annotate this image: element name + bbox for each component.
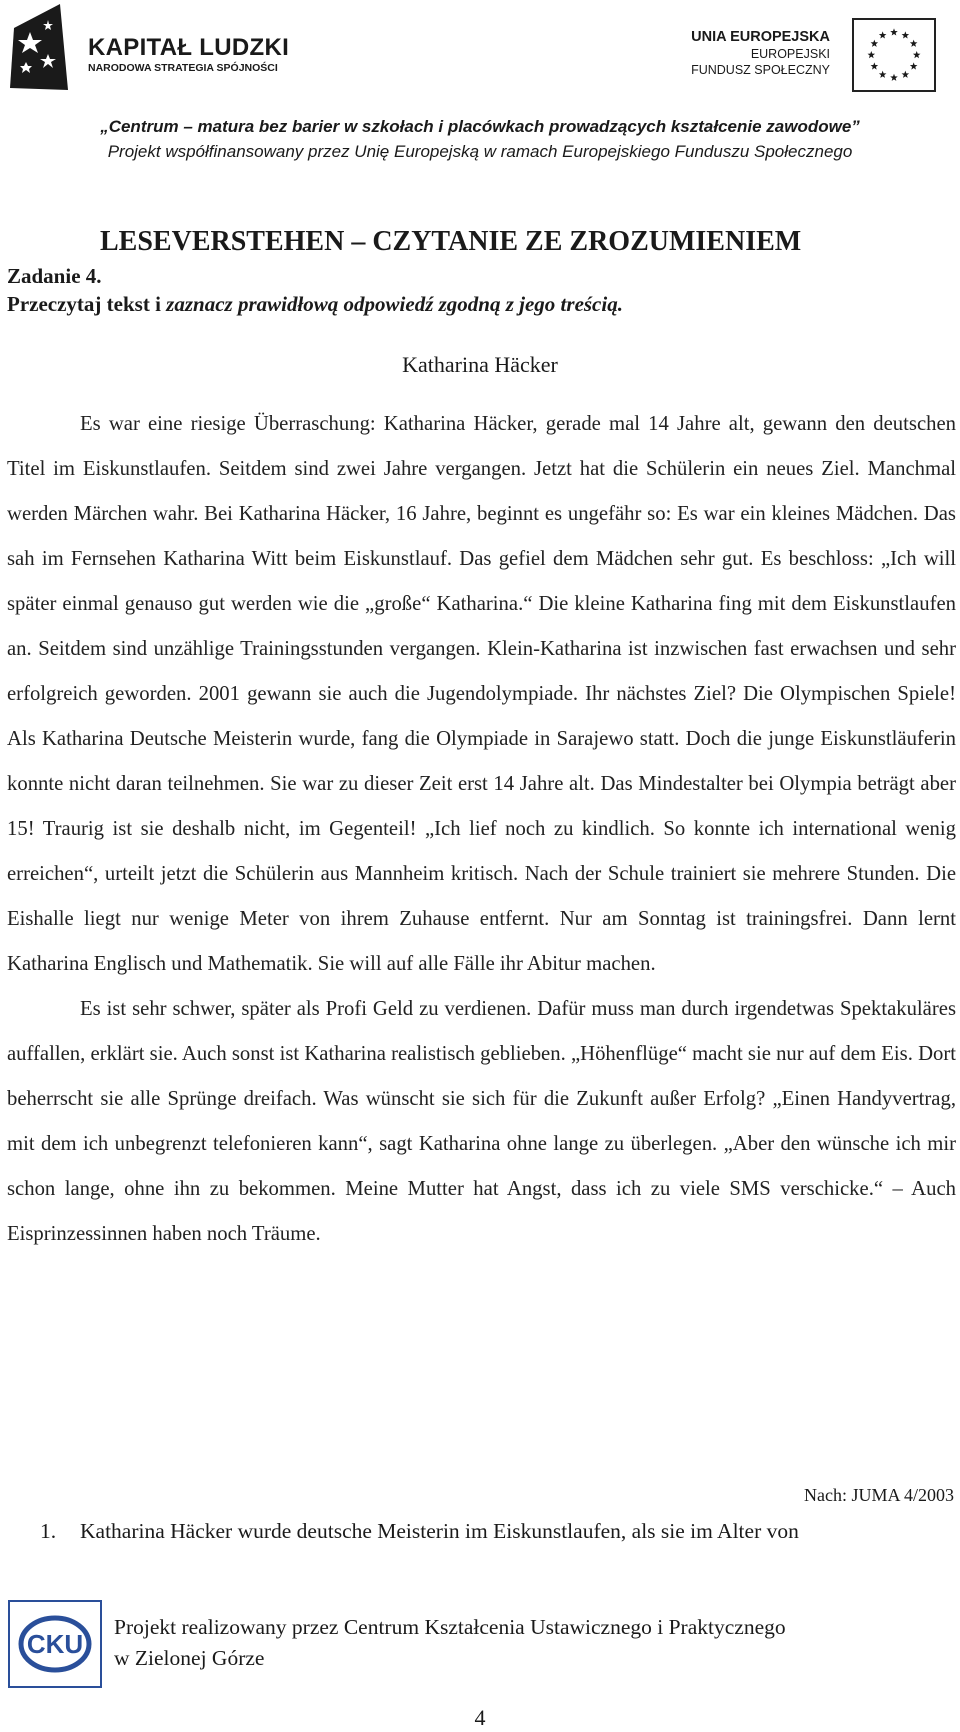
article-title: Katharina Häcker bbox=[402, 352, 558, 377]
footer-text bbox=[114, 1612, 786, 1674]
section-heading: LESEVERSTEHEN – CZYTANIE ZE ZROZUMIENIEM bbox=[100, 226, 802, 257]
instruction-part1: Przeczytaj tekst i bbox=[7, 292, 167, 316]
eu-star-icon bbox=[902, 71, 910, 78]
eu-star-icon bbox=[871, 62, 879, 69]
cku-logo-icon bbox=[8, 1600, 102, 1688]
eu-star-icon bbox=[879, 31, 887, 38]
task-instruction bbox=[7, 292, 623, 317]
kapital-ludzki-logo bbox=[8, 2, 298, 94]
eu-star-icon bbox=[890, 74, 898, 81]
question-text: Katharina Häcker wurde deutsche Meisterin im Eiskunstlaufen, als sie im Alter von bbox=[80, 1519, 799, 1543]
eu-star-icon bbox=[868, 51, 876, 58]
footer-line1: Projekt realizowany przez Centrum Kształcenia Ustawicznego i Praktycznego bbox=[114, 1615, 786, 1639]
eu-logo-line1: UNIA EUROPEJSKA bbox=[691, 29, 830, 45]
project-subtitle: Projekt współfinansowany przez Unię Europejską w ramach Europejskiego Funduszu Społecznego bbox=[107, 142, 853, 161]
eu-logo-text bbox=[691, 28, 830, 78]
eu-logo-line3: FUNDUSZ SPOŁECZNY bbox=[691, 63, 830, 77]
task-label: Zadanie 4. bbox=[7, 264, 102, 288]
eu-star-icon bbox=[879, 71, 887, 78]
article-paragraph-2: Es ist sehr schwer, später als Profi Geld zu verdienen. Dafür muss man durch irgendetwas Spektakuläres auffallen, erklärt sie. Auch sonst ist Katharina realistisch geblieben. „Höhenflüge“ macht sie nur auf dem Eis. Dort beherrscht sie alle Sprünge dreifach. Was wünscht sie sich für die Zukunft außer Erfolg? „Einen Handyvertrag, mit dem ich unbegrenzt telefonieren kann“, sagt Katharina ohne lange zu überlegen. „Aber den wünsche ich mir schon lange, ohne ihn zu bekommen. Meine Mutter hat Angst, dass ich zu viele SMS verschicke.“ – Auch Eisprinzessinnen haben noch Träume. bbox=[7, 998, 956, 1245]
cku-logo-text: CKU bbox=[26, 1629, 84, 1659]
eu-star-icon bbox=[910, 40, 918, 47]
kapital-ludzki-emblem-icon bbox=[8, 2, 74, 92]
eu-star-icon bbox=[902, 31, 910, 38]
eu-star-icon bbox=[910, 62, 918, 69]
project-title: „Centrum – matura bez barier w szkołach i placówkach prowadzących kształcenie zawodowe” bbox=[100, 117, 860, 136]
eu-logo-line2: EUROPEJSKI bbox=[750, 47, 830, 61]
eu-star-icon bbox=[913, 51, 921, 58]
kapital-ludzki-title: KAPITAŁ LUDZKI bbox=[88, 34, 290, 61]
eu-flag-icon bbox=[852, 18, 936, 92]
eu-star-icon bbox=[871, 40, 879, 47]
page-number: 4 bbox=[474, 1705, 486, 1730]
question-1 bbox=[40, 1519, 799, 1544]
article-source: Nach: JUMA 4/2003 bbox=[804, 1485, 954, 1505]
footer-line2: w Zielonej Górze bbox=[114, 1646, 265, 1670]
kapital-ludzki-subtitle: NARODOWA STRATEGIA SPÓJNOŚCI bbox=[88, 62, 278, 74]
eu-star-icon bbox=[890, 28, 898, 35]
article-paragraph-1: Es war eine riesige Überraschung: Katharina Häcker, gerade mal 14 Jahre alt, gewann den deutschen Titel im Eiskunstlaufen. Seitdem sind zwei Jahre vergangen. Jetzt hat die Schülerin ein neues Ziel. Manchmal werden Märchen wahr. Bei Katharina Häcker, 16 Jahre, beginnt es ungefähr so: Es war ein kleines Mädchen. Das sah im Fernsehen Katharina Witt beim Eiskunstlauf. Das gefiel dem Mädchen sehr gut. Es beschloss: „Ich will später einmal genauso gut werden wie die „große“ Katharina.“ Die kleine Katharina fing mit dem Eiskunstlaufen an. Seitdem sind unzählige Trainingsstunden vergangen. Klein-Katharina ist inzwischen fast erwachsen und sehr erfolgreich geworden. 2001 gewann sie auch die Jugendolympiade. Ihr nächstes Ziel? Die Olympischen Spiele! Als Katharina Deutsche Meisterin wurde, fang die Olympiade in Sarajewo statt. Doch die junge Eiskunstläuferin konnte nicht daran teilnehmen. Sie war zu dieser Zeit erst 14 Jahre alt. Das Mindestalter bei Olympia beträgt aber 15! Traurig ist sie deshalb nicht, im Gegenteil! „Ich lief noch zu kindlich. So konnte ich international wenig erreichen“, urteilt jetzt die Schülerin aus Mannheim kritisch. Nach der Schule trainiert sie mehrere Stunden. Die Eishalle liegt nur wenige Meter von ihrem Zuhause entfernt. Nur am Sonntag ist trainingsfrei. Dann lernt Katharina Englisch und Mathematik. Sie will auf alle Fälle ihr Abitur machen. bbox=[7, 413, 956, 975]
instruction-part2: zaznacz prawidłową odpowiedź zgodną z jego treścią. bbox=[166, 292, 623, 316]
eu-logo bbox=[660, 18, 940, 98]
question-number: 1. bbox=[40, 1519, 57, 1543]
article-body bbox=[7, 402, 956, 1257]
